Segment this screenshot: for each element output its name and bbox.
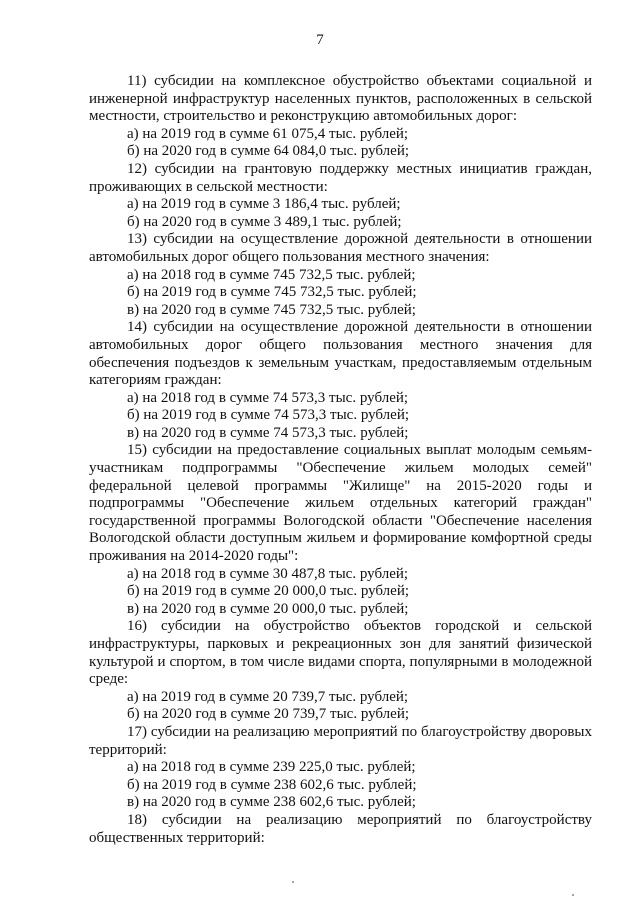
list-item: а) на 2019 год в сумме 61 075,4 тыс. рублей; (127, 125, 409, 142)
paragraph-18: 18) субсидии на реализацию мероприятий по благоустройству общественных территорий: (89, 811, 592, 846)
list-item: в) на 2020 год в сумме 238 602,6 тыс. рублей; (127, 794, 416, 811)
list-item: в) на 2020 год в сумме 745 732,5 тыс. рублей; (127, 301, 416, 318)
paragraph-12: 12) субсидии на грантовую поддержку местных инициатив граждан, проживающих в сельской местности: (89, 160, 592, 195)
scan-speck (572, 894, 574, 896)
list-item: б) на 2019 год в сумме 745 732,5 тыс. рублей; (127, 284, 417, 301)
paragraph-14: 14) субсидии на осуществление дорожной деятельности в отношении автомобильных дорог общего пользования местного значения для обеспечения подъездов к земельным участкам, предоставляемым отдельным категориям граждан: (89, 319, 592, 389)
paragraph-16: 16) субсидии на обустройство объектов городской и сельской инфраструктуры, парковых и рекреационных зон для занятий физической культурой и спортом, в том числе видами спорта, популярными в молодежной среде: (89, 618, 592, 688)
list-item: б) на 2020 год в сумме 64 084,0 тыс. рублей; (127, 143, 410, 160)
document-body (89, 73, 592, 847)
page-number: 7 (316, 32, 324, 48)
list-item: б) на 2020 год в сумме 20 739,7 тыс. рублей; (127, 706, 410, 723)
list-item: а) на 2018 год в сумме 30 487,8 тыс. рублей; (127, 565, 409, 582)
list-item: б) на 2020 год в сумме 3 489,1 тыс. рублей; (127, 213, 402, 230)
scan-speck (292, 881, 294, 883)
list-item: б) на 2019 год в сумме 20 000,0 тыс. рублей; (127, 583, 410, 600)
paragraph-17: 17) субсидии на реализацию мероприятий по благоустройству дворовых территорий: (89, 723, 592, 758)
list-item: а) на 2019 год в сумме 3 186,4 тыс. рублей; (127, 196, 401, 213)
paragraph-13: 13) субсидии на осуществление дорожной деятельности в отношении автомобильных дорог общего пользования местного значения: (89, 231, 592, 265)
list-item: а) на 2018 год в сумме 745 732,5 тыс. рублей; (127, 266, 416, 283)
list-item: в) на 2020 год в сумме 74 573,3 тыс. рублей; (127, 424, 409, 441)
list-item: в) на 2020 год в сумме 20 000,0 тыс. рублей; (127, 600, 409, 617)
list-item: а) на 2018 год в сумме 74 573,3 тыс. рублей; (127, 389, 409, 406)
list-item: б) на 2019 год в сумме 238 602,6 тыс. рублей; (127, 776, 417, 793)
list-item: а) на 2019 год в сумме 20 739,7 тыс. рублей; (127, 688, 409, 705)
paragraph-11: 11) субсидии на комплексное обустройство объектами социальной и инженерной инфраструктур населенных пунктов, расположенных в сельской местности, строительство и реконструкцию автомобильных дорог: (89, 73, 592, 125)
list-item: б) на 2019 год в сумме 74 573,3 тыс. рублей; (127, 407, 410, 424)
list-item: а) на 2018 год в сумме 239 225,0 тыс. рублей; (127, 759, 416, 776)
paragraph-15: 15) субсидии на предоставление социальных выплат молодым семьям-участникам подпрограммы "Обеспечение жильем молодых семей" федеральной целевой программы "Жилище" на 2015-2020 годы и подпрограммы "Обеспечение жильем отдельных категорий граждан" государственной программы Вологодской области "Обеспечение населения Вологодской области доступным жильем и формирование комфортной среды проживания на 2014-2020 годы": (89, 442, 592, 565)
